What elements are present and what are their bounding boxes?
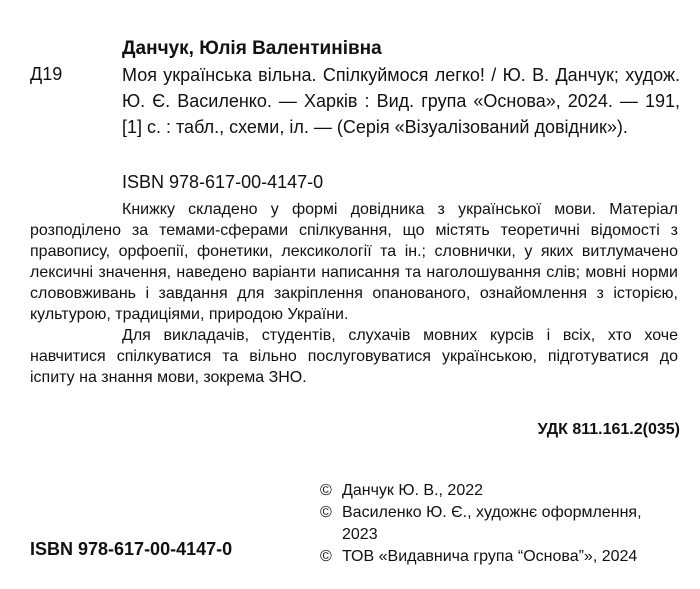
copyright-text: Данчук Ю. В., 2022: [342, 482, 484, 499]
copyright-icon: ©: [320, 504, 332, 521]
footer-isbn: ISBN 978-617-00-4147-0: [30, 539, 233, 559]
copyright-icon: ©: [320, 482, 332, 499]
author-heading: Данчук, Юлія Валентинівна: [122, 38, 382, 59]
copyright-block: [320, 480, 680, 568]
copyright-line-author: [320, 480, 680, 502]
copyright-line-publisher: [320, 546, 680, 568]
classification-index: Д19: [30, 64, 63, 84]
udk-code: УДК 811.161.2(035): [537, 421, 680, 438]
annotation-paragraph-content: Книжку складено у формі довідника з української мови. Матеріал розподілено за темами-сферами спілкування, що містять теоретичні відомості з правопису, орфоепії, фонетики, лексикології та ін.; словнички, у яких витлумачено лексичні значення, наведено варіанти написання та наголошування слів; мовні норми слововживань і завдання для закріплення опанованого, ознайомлення з історією, культурою, традиціями, природою України.: [30, 201, 678, 323]
copyright-text: ТОВ «Видавнича група “Основа”», 2024: [342, 548, 638, 565]
bibliographic-description: Моя українська вільна. Спілкуймося легко! / Ю. В. Данчук; худож. Ю. Є. Василенко. — Харків : Вид. група «Основа», 2024. — 191, [1] с. : табл., схеми, іл. — (Серія «Візуалізований довідник»).: [122, 65, 680, 137]
annotation: [30, 199, 678, 388]
catalog-isbn: ISBN 978-617-00-4147-0: [122, 172, 324, 192]
copyright-icon: ©: [320, 548, 332, 565]
annotation-paragraph-audience: Для викладачів, студентів, слухачів мовних курсів і всіх, хто хоче навчитися спілкуватися та вільно послуговуватися українською, підготуватися до іспиту на знання мови, зокрема ЗНО.: [30, 327, 678, 386]
copyright-text: Василенко Ю. Є., художнє оформлення, 2023: [342, 504, 642, 543]
copyright-line-illustrator: [320, 502, 680, 546]
